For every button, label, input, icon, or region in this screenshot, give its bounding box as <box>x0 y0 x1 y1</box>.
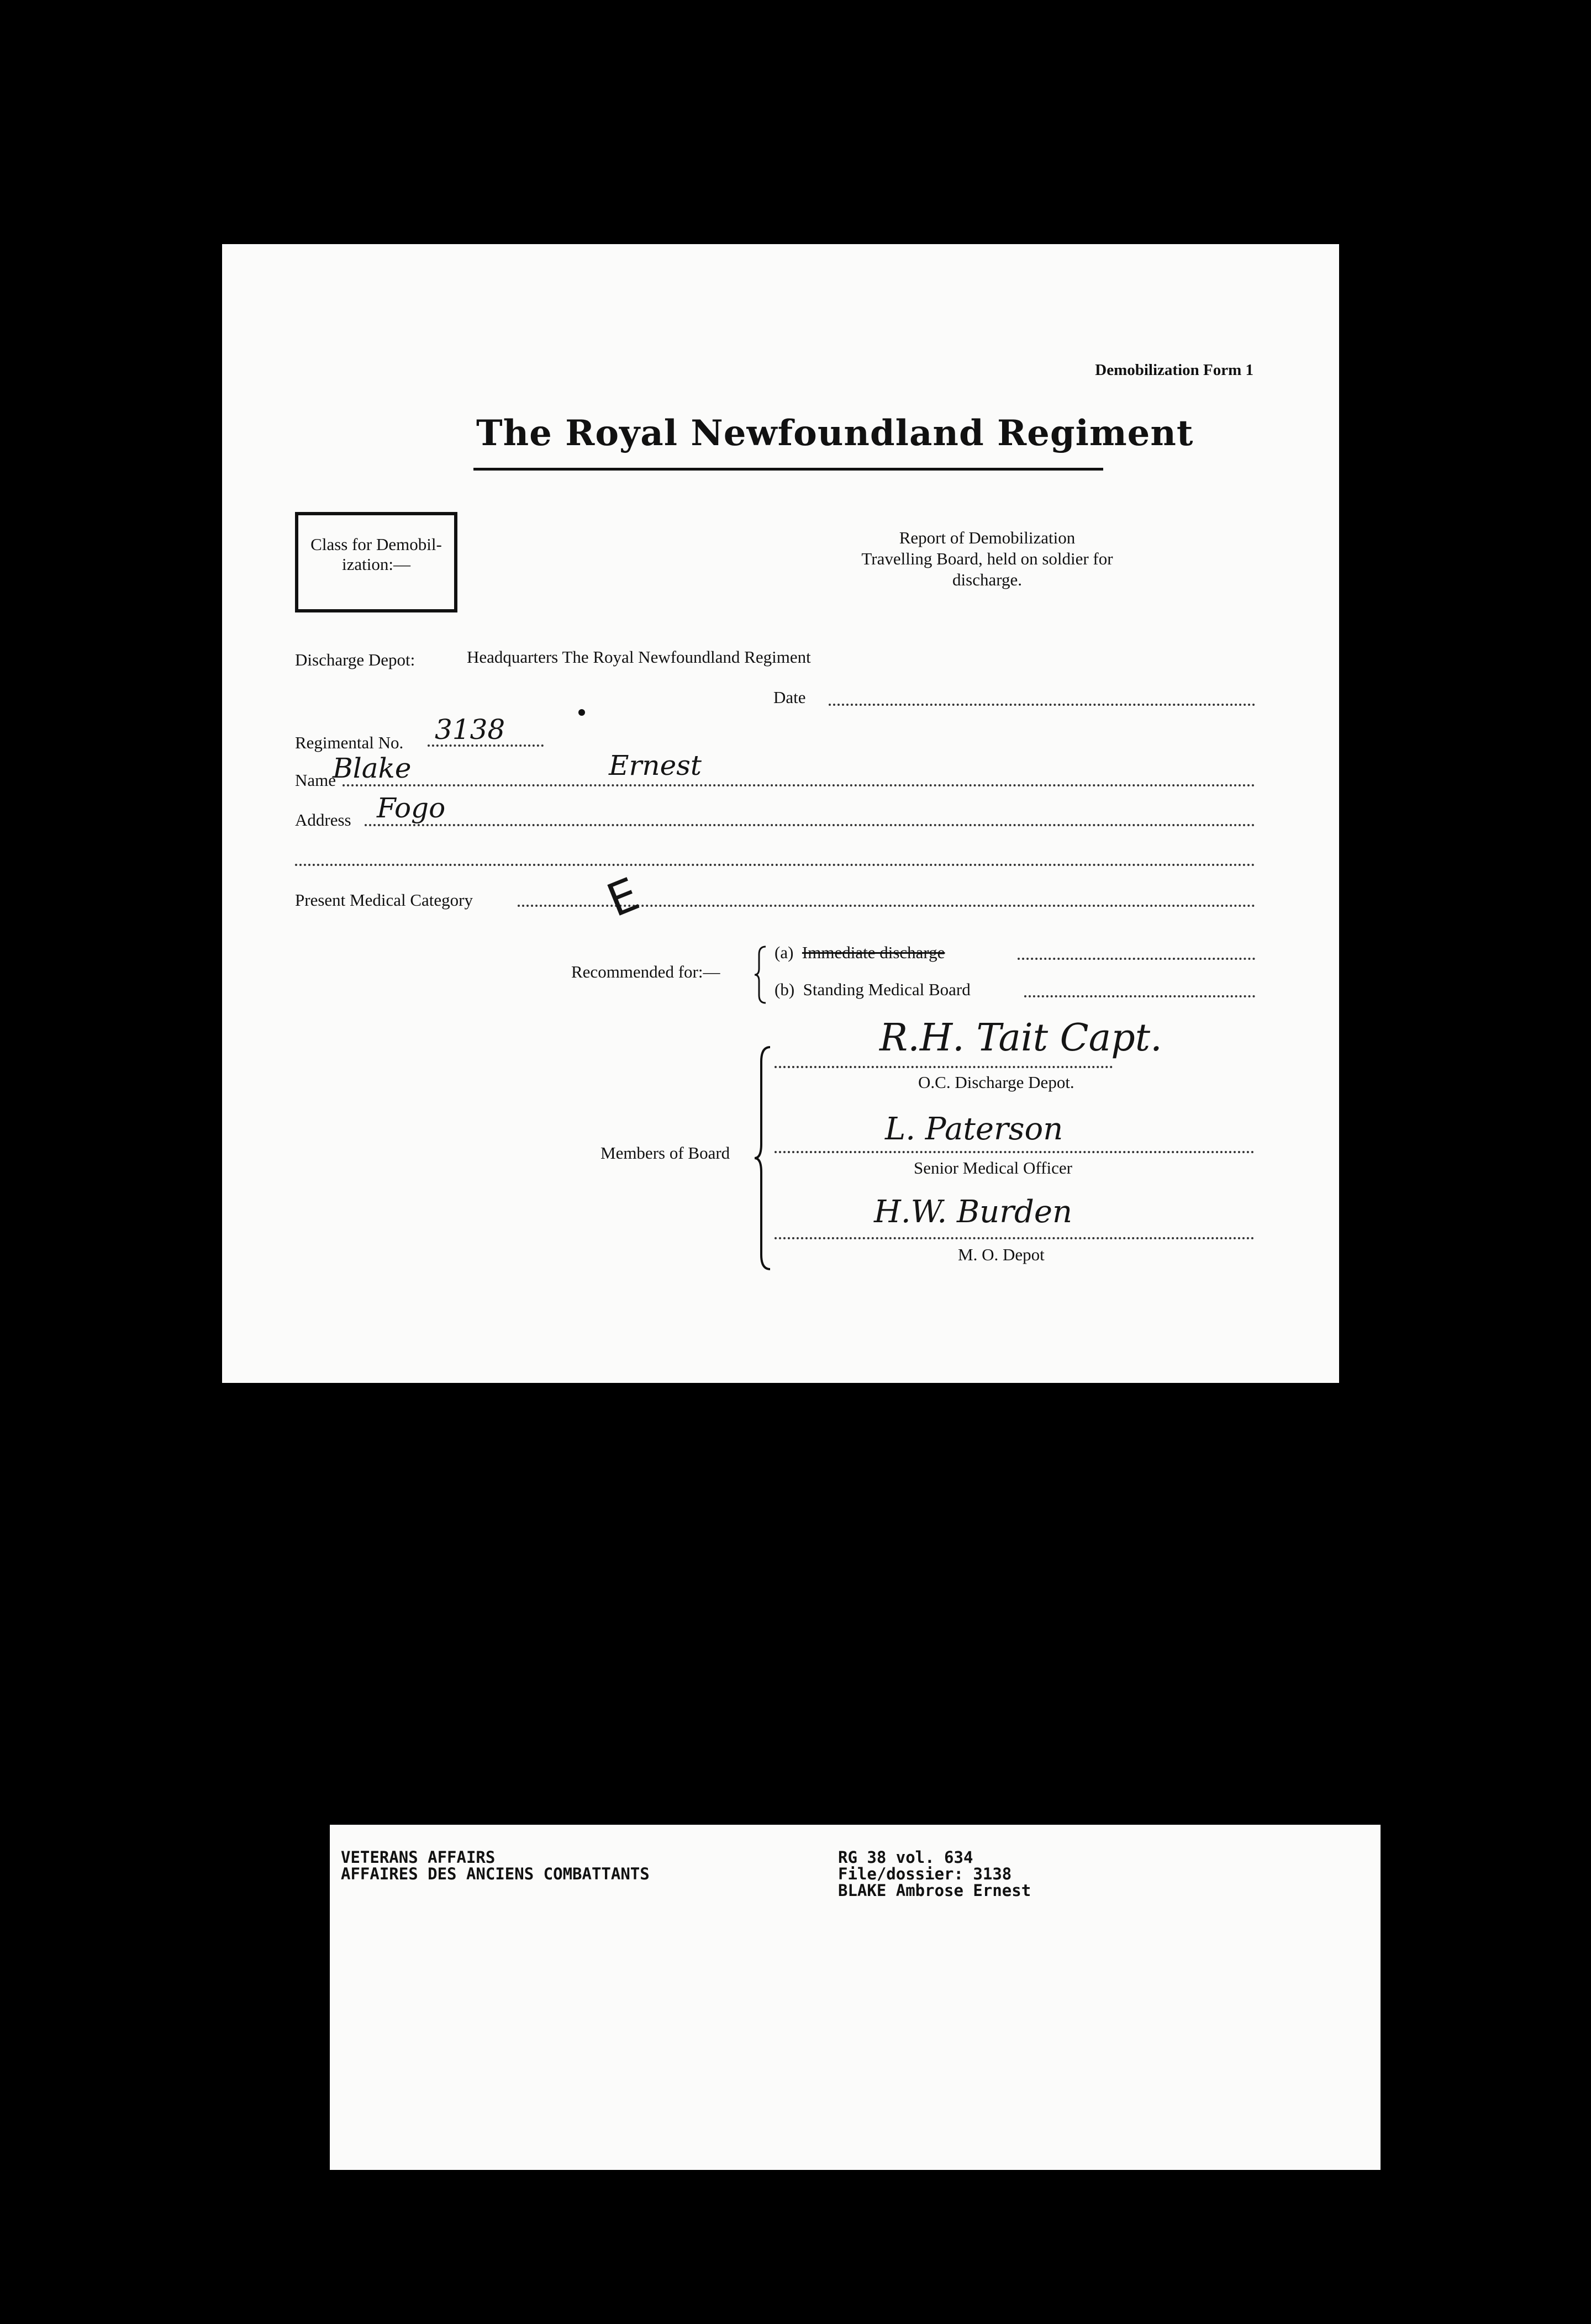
class-for-demobilization-box <box>295 512 457 612</box>
address-label: Address <box>295 810 351 830</box>
sig1-signature: R.H. Tait Capt. <box>879 1016 1162 1060</box>
regimental-no-value: 3138 <box>435 714 505 746</box>
option-a-line <box>1018 958 1255 960</box>
option-a-text: Immediate discharge <box>802 943 945 962</box>
name-given: Ernest <box>609 749 702 781</box>
name-surname: Blake <box>333 752 412 784</box>
sig1-line <box>775 1066 1113 1068</box>
sig3-line <box>775 1237 1254 1239</box>
demobilization-form <box>222 244 1339 1383</box>
sig2-title: Senior Medical Officer <box>914 1158 1072 1177</box>
option-a: (a) Immediate discharge <box>775 943 945 962</box>
ink-dot <box>578 709 585 716</box>
address-line <box>365 824 1255 826</box>
sig1-title: O.C. Discharge Depot. <box>918 1073 1074 1092</box>
option-b-line <box>1024 995 1255 997</box>
address-value: Fogo <box>377 792 446 824</box>
card-file-number: File/dossier: 3138 <box>838 1865 1012 1883</box>
title-underline <box>473 468 1103 471</box>
sig2-signature: L. Paterson <box>885 1111 1063 1147</box>
sig3-signature: H.W. Burden <box>874 1194 1073 1230</box>
sig2-line <box>775 1151 1254 1153</box>
card-record-group: RG 38 vol. 634 <box>838 1848 973 1867</box>
regimental-no-line <box>428 744 544 747</box>
archive-card <box>330 1825 1381 2170</box>
recommended-label: Recommended for:— <box>571 962 720 981</box>
form-title: The Royal Newfoundland Regiment <box>476 413 1194 454</box>
card-dept-en: VETERANS AFFAIRS <box>341 1848 496 1867</box>
medical-category-label: Present Medical Category <box>295 890 473 910</box>
members-label: Members of Board <box>600 1143 730 1163</box>
address-line-2 <box>295 864 1255 866</box>
card-soldier-name: BLAKE Ambrose Ernest <box>838 1881 1031 1900</box>
option-b: (b) Standing Medical Board <box>775 980 971 999</box>
medical-category-value: E <box>600 868 646 928</box>
discharge-depot-value: Headquarters The Royal Newfoundland Regiment <box>467 647 811 667</box>
report-heading: Report of Demobilization Travelling Board, held on soldier for discharge. <box>861 528 1113 589</box>
date-line <box>829 704 1255 706</box>
form-number: Demobilization Form 1 <box>1095 361 1253 379</box>
discharge-depot-label: Discharge Depot: <box>295 650 415 669</box>
name-label: Name <box>295 770 336 790</box>
date-label: Date <box>773 688 806 707</box>
recommended-brace <box>754 944 770 1005</box>
name-line <box>343 784 1255 786</box>
card-dept-fr: AFFAIRES DES ANCIENS COMBATTANTS <box>341 1865 650 1883</box>
sig3-title: M. O. Depot <box>958 1245 1045 1264</box>
members-brace <box>752 1045 775 1271</box>
class-box-label: Class for Demobil- ization:— <box>310 535 442 574</box>
option-b-text: Standing Medical Board <box>803 980 971 999</box>
regimental-no-label: Regimental No. <box>295 733 404 752</box>
